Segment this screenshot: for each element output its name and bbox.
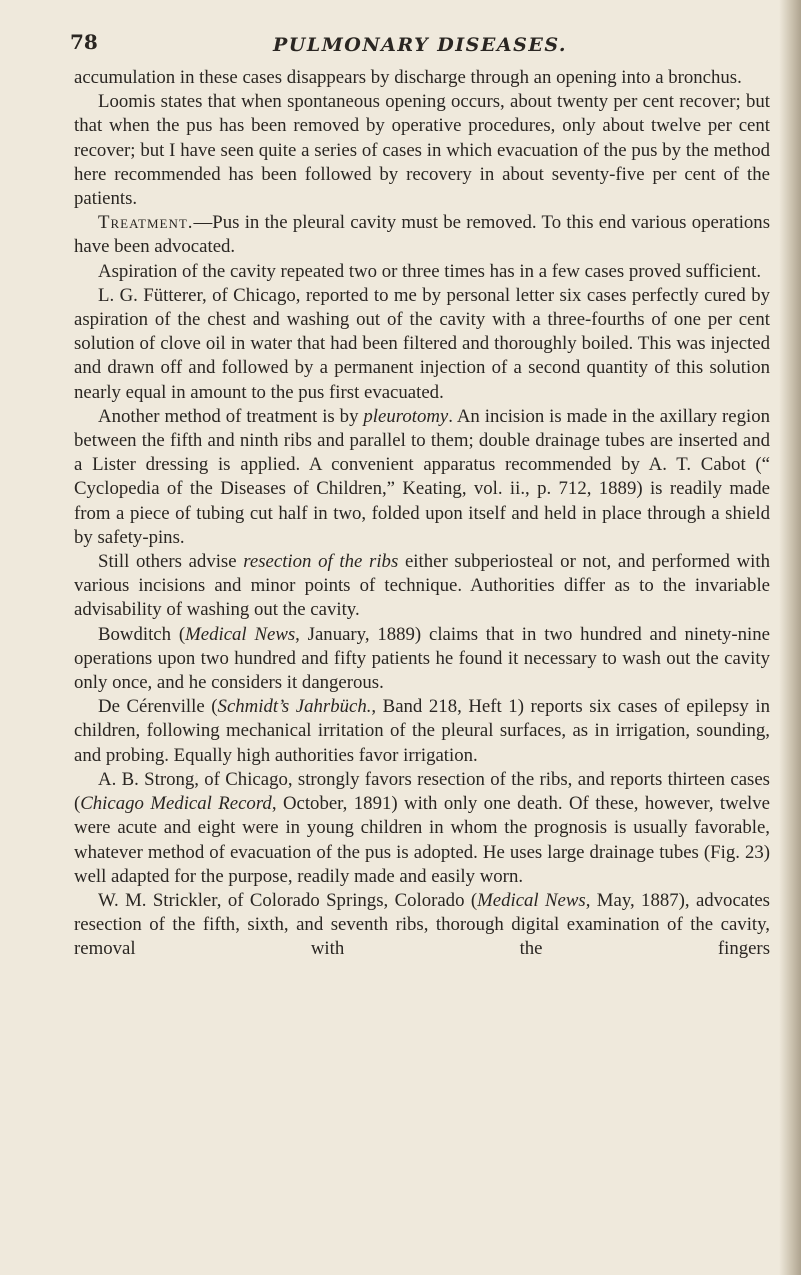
paragraph-text: W. M. Strickler, of Colorado Springs, Colorado (: [98, 889, 478, 911]
paragraph-text: , Band 218, Heft 1) reports six cases of epilepsy in children, following mechanical irritation of the pleural surfaces, as in irrigation, sounding, and probing. Equally high authorities favor irrigation.: [74, 696, 770, 766]
paragraph-cerenville: [74, 695, 770, 768]
citation-title: Medical News: [477, 889, 586, 911]
paragraph-futterer: [74, 284, 770, 405]
paragraph-text: —Pus in the pleural cavity must be removed. To this end various operations have been advocated.: [74, 212, 770, 258]
paragraph-strickler: [74, 889, 770, 962]
page-header: [70, 30, 770, 60]
paragraph-treatment: [74, 211, 770, 259]
paragraph-text: either subperiosteal or not, and performed with various incisions and minor points of technique. Authorities differ as to the invariable advisability of washing out the cavity.: [74, 551, 770, 621]
paragraph-text: Another method of treatment is by: [98, 405, 364, 427]
paragraph-text: De Cérenville (: [98, 696, 218, 718]
section-heading: Treatment.: [98, 212, 194, 234]
paragraph-text: Loomis states that when spontaneous opening occurs, about twenty per cent recover; but that when the pus has been removed by operative procedures, only about twelve per cent recover; but I have seen quite a series of cases in which evacuation of the pus by the method here recommended has been followed by recovery in about seventy-five per cent of the patients.: [74, 91, 770, 210]
paragraph-bowditch: [74, 623, 770, 696]
citation-title: Medical News: [185, 623, 296, 645]
paragraph-text: , January, 1889) claims that in two hundred and ninety-nine operations upon two hundred and fifty patients he found it necessary to wash out the cavity only once, and he considers it dangerous.: [74, 623, 770, 694]
body-text: [74, 66, 770, 962]
paragraph-aspiration: [74, 260, 770, 284]
page-number: 78: [70, 30, 98, 54]
emphasis-term: pleurotomy: [363, 405, 449, 427]
paragraph-strong: [74, 768, 770, 889]
paragraph-text: A. B. Strong, of Chicago, strongly favors resection of the ribs, and reports thirteen cases (: [74, 768, 770, 815]
paragraph-text: , May, 1887), advocates resection of the fifth, sixth, and seventh ribs, thorough digital examination of the cavity, removal with the fingers: [74, 889, 770, 960]
paragraph-text: Still others advise: [98, 551, 244, 573]
paragraph-text: . An incision is made in the axillary region between the fifth and ninth ribs and parallel to them; double drainage tubes are inserted and a Lister dressing is applied. A convenient apparatus recommended by A. T. Cabot (“ Cyclopedia of the Diseases of Children,” Keating, vol. ii., p. 712, 1889) is readily made from a piece of tubing cut half in two, folded upon itself and held in place through a shield by safety-pins.: [74, 405, 770, 548]
emphasis-term: resection of the ribs: [243, 551, 399, 573]
citation-title: Chicago Medical Record: [80, 793, 272, 815]
paragraph-pleurotomy: [74, 405, 770, 550]
paragraph-text: L. G. Fütterer, of Chicago, reported to me by personal letter six cases perfectly cured by aspiration of the chest and washing out of the cavity with a three-fourths of one per cent solution of clove oil in water that had been filtered and thoroughly boiled. This was injected and drawn off and followed by a permanent injection of a second quantity of this solution nearly equal in amount to the pus first evacuated.: [74, 284, 770, 403]
paragraph-text: Aspiration of the cavity repeated two or three times has in a few cases proved sufficient.: [98, 260, 762, 282]
paragraph-text: , October, 1891) with only one death. Of these, however, twelve were acute and eight were in young children in whom the prognosis is usually favorable, whatever method of evacuation of the pus is adopted. He uses large drainage tubes (Fig. 23) well adapted for the purpose, readily made and easily worn.: [74, 793, 770, 887]
paragraph-text: Bowditch (: [98, 623, 186, 645]
paragraph-loomis: [74, 90, 770, 211]
paragraph-resection: [74, 550, 770, 623]
paragraph-continuation: [74, 66, 770, 90]
running-title: PULMONARY DISEASES.: [273, 34, 567, 56]
citation-title: Schmidt’s Jahrbüch.: [217, 696, 372, 718]
page-edge-shadow: [779, 0, 801, 1275]
paragraph-text: accumulation in these cases disappears by discharge through an opening into a bronchus.: [74, 67, 742, 88]
